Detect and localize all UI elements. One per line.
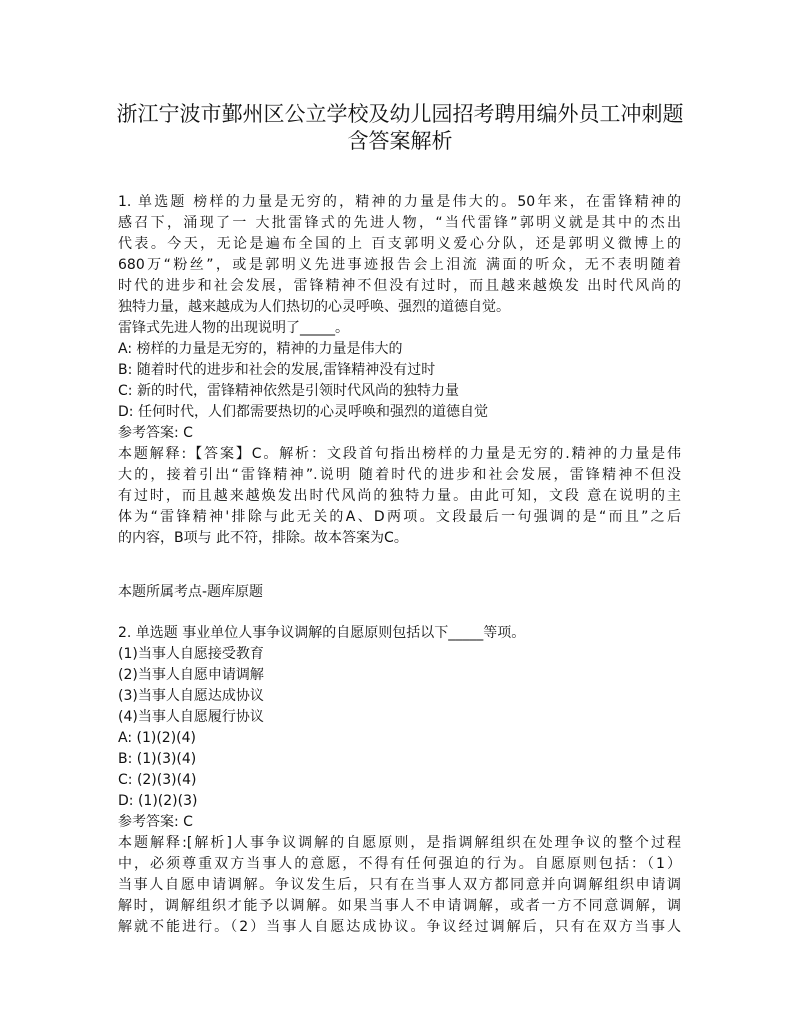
document-title-line-1: 浙江宁波市鄞州区公立学校及幼儿园招考聘用编外员工冲刺题 — [116, 102, 684, 126]
q2-option-a: A: (1)(2)(4) — [118, 730, 196, 746]
q1-option-a: A: 榜样的力量是无穷的，精神的力量是伟大的 — [118, 341, 403, 357]
q2-explanation-line: 中，必须尊重双方当事人的意愿，不得有任何强迫的行为。自愿原则包括：（1） — [118, 856, 681, 872]
q2-item: (1)当事人自愿接受教育 — [118, 646, 264, 662]
document-title-line-2: 含答案解析 — [347, 129, 453, 153]
q1-answer: 参考答案: C — [118, 425, 193, 441]
q1-stem-line: 时代的进步和社会发展，雷锋精神不但没有过时，而且越来越焕发 出时代风尚的 — [118, 278, 681, 294]
q2-stem: 2. 单选题 事业单位人事争议调解的自愿原则包括以下_____等项。 — [118, 625, 526, 641]
q1-option-c: C: 新的时代，雷锋精神依然是引领时代风尚的独特力量 — [118, 383, 459, 399]
q2-item: (3)当事人自愿达成协议 — [118, 688, 264, 704]
q2-explanation-line: 当事人自愿申请调解。争议发生后，只有在当事人双方都同意并向调解组织申请调 — [118, 877, 681, 893]
q2-item: (2)当事人自愿申请调解 — [118, 667, 264, 683]
q2-explanation-line: 解时，调解组织才能予以调解。如果当事人不申请调解，或者一方不同意调解，调 — [118, 898, 681, 914]
q2-option-d: D: (1)(2)(3) — [118, 793, 198, 809]
q2-option-b: B: (1)(3)(4) — [118, 751, 197, 767]
q1-explanation-line: 本题解释:【答案】C。解析：文段首句指出榜样的力量是无穷的.精神的力量是伟 — [118, 446, 681, 462]
q2-item: (4)当事人自愿履行协议 — [118, 709, 264, 725]
q1-category: 本题所属考点-题库原题 — [118, 584, 264, 600]
q1-question-prompt: 雷锋式先进人物的出现说明了_____。 — [118, 320, 349, 336]
q1-stem-line: 680万“粉丝”，或是郭明义先进事迹报告会上泪流 满面的听众，无不表明随着 — [118, 257, 681, 273]
q2-explanation-line: 本题解释:[解析]人事争议调解的自愿原则，是指调解组织在处理争议的整个过程 — [118, 835, 681, 851]
q1-option-b: B: 随着时代的进步和社会的发展,雷锋精神没有过时 — [118, 362, 436, 378]
q1-explanation-line: 体为“雷锋精神'排除与此无关的A、D两项。文段最后一句强调的是“而且”之后 — [118, 509, 681, 525]
q1-explanation-line: 的内容，B项与 此不符，排除。故本答案为C。 — [118, 530, 408, 546]
q2-explanation-line: 解就不能进行。（2）当事人自愿达成协议。争议经过调解后，只有在双方当事人 — [118, 919, 681, 935]
q1-option-d: D: 任何时代，人们都需要热切的心灵呼唤和强烈的道德自觉 — [118, 404, 488, 420]
q1-explanation-line: 大的，接着引出“雷锋精神”.说明 随着时代的进步和社会发展，雷锋精神不但没 — [118, 467, 681, 483]
q1-stem-line: 感召下，涌现了一 大批雷锋式的先进人物，“当代雷锋”郭明义就是其中的杰出 — [118, 215, 681, 231]
q2-answer: 参考答案: C — [118, 814, 193, 830]
q1-stem-line: 代表。今天，无论是遍布全国的上 百支郭明义爱心分队，还是郭明义微博上的 — [118, 236, 681, 252]
q1-stem-line: 独特力量，越来越成为人们热切的心灵呼唤、强烈的道德自觉。 — [118, 299, 510, 315]
q2-option-c: C: (2)(3)(4) — [118, 772, 197, 788]
q1-stem-line: 1. 单选题 榜样的力量是无穷的，精神的力量是伟大的。50年来，在雷锋精神的 — [118, 194, 681, 210]
q1-explanation-line: 有过时，而且越来越焕发出时代风尚的独特力量。由此可知，文段 意在说明的主 — [118, 488, 681, 504]
